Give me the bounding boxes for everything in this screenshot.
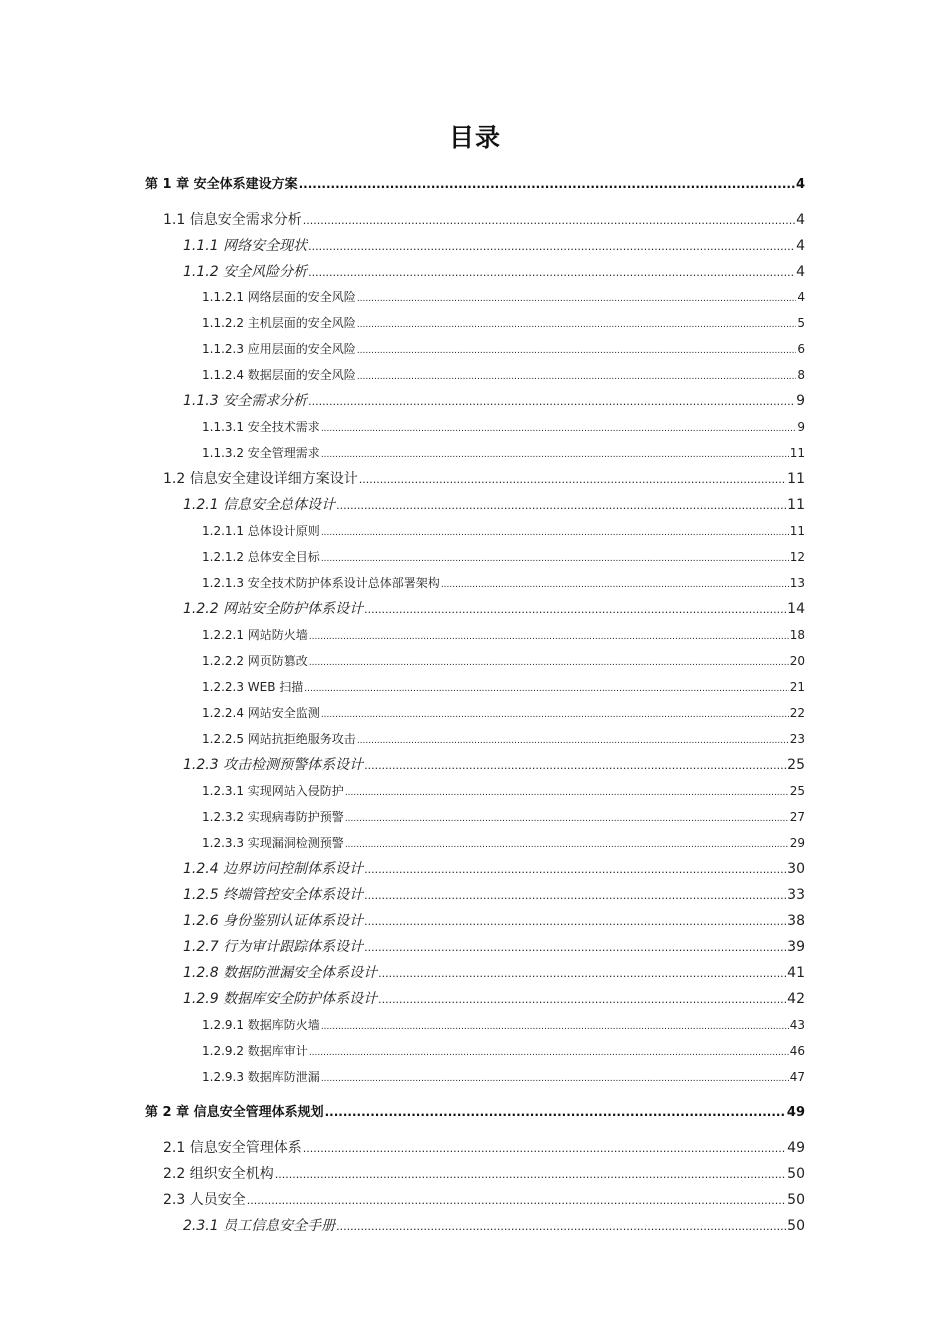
toc-entry-label: 1.1.2.3 应用层面的安全风险 (202, 342, 356, 356)
toc-leader-dots (247, 1191, 786, 1211)
toc-entry-label: 1.2.1.2 总体安全目标 (202, 550, 320, 564)
toc-page-number: 9 (797, 420, 805, 434)
toc-entry-subsection[interactable] (183, 495, 805, 515)
toc-page-number: 50 (787, 1166, 805, 1182)
toc-entry-item[interactable] (202, 1015, 805, 1035)
toc-page-number: 4 (795, 177, 805, 192)
toc-leader-dots (364, 912, 786, 932)
toc-page-number: 30 (787, 861, 805, 877)
toc-entry-item[interactable] (202, 339, 805, 359)
toc-page-number: 21 (789, 680, 805, 694)
toc-page-number: 4 (796, 238, 805, 254)
toc-entry-chapter[interactable] (145, 1102, 805, 1122)
toc-page-number: 14 (787, 601, 805, 617)
toc-leader-dots (378, 964, 786, 984)
toc-entry-label: 1.2.2.1 网站防火墙 (202, 628, 308, 642)
toc-page-number: 25 (787, 757, 805, 773)
toc-leader-dots (441, 575, 789, 595)
toc-page-number: 4 (796, 264, 805, 280)
toc-entry-label: 第 1 章 安全体系建设方案 (145, 177, 298, 192)
toc-leader-dots (378, 990, 786, 1010)
toc-leader-dots (345, 783, 789, 803)
toc-entry-item[interactable] (202, 443, 805, 463)
toc-leader-dots (364, 600, 786, 620)
toc-entry-section[interactable] (163, 1190, 805, 1210)
toc-page-number: 50 (787, 1218, 805, 1234)
toc-entry-label: 1.2.2.4 网站安全监测 (202, 706, 320, 720)
toc-leader-dots (357, 289, 797, 309)
toc-page-number: 47 (789, 1070, 805, 1084)
toc-entry-item[interactable] (202, 573, 805, 593)
toc-leader-dots (309, 1043, 789, 1063)
toc-leader-dots (364, 860, 786, 880)
toc-entry-label: 1.2.2.3 WEB 扫描 (202, 680, 304, 694)
toc-entry-label: 2.3 人员安全 (163, 1192, 246, 1208)
toc-page-number: 12 (789, 550, 805, 564)
toc-page-number: 38 (787, 913, 805, 929)
toc-entry-label: 1.1.2.4 数据层面的安全风险 (202, 368, 356, 382)
toc-entry-label: 1.2 信息安全建设详细方案设计 (163, 471, 358, 487)
toc-entry-item[interactable] (202, 417, 805, 437)
toc-entry-label: 2.3.1 员工信息安全手册 (183, 1218, 336, 1234)
toc-leader-dots (345, 809, 789, 829)
toc-page-number: 42 (787, 991, 805, 1007)
toc-entry-item[interactable] (202, 521, 805, 541)
toc-leader-dots (364, 938, 786, 958)
toc-entry-label: 1.2.3.2 实现病毒防护预警 (202, 810, 344, 824)
toc-leader-dots (336, 496, 786, 516)
toc-leader-dots (364, 756, 786, 776)
toc-entry-label: 1.2.5 终端管控安全体系设计 (183, 887, 364, 903)
toc-title: 目录 (448, 123, 501, 152)
toc-entry-subsection[interactable] (183, 755, 805, 775)
toc-entry-label: 1.1.2 安全风险分析 (183, 264, 308, 280)
toc-entry-subsection[interactable] (183, 885, 805, 905)
toc-entry-label: 2.2 组织安全机构 (163, 1166, 274, 1182)
toc-entry-label: 1.2.2 网站安全防护体系设计 (183, 601, 364, 617)
toc-leader-dots (321, 549, 789, 569)
toc-leader-dots (345, 835, 789, 855)
toc-leader-dots (321, 705, 789, 725)
toc-entry-label: 1.2.2.2 网页防篡改 (202, 654, 308, 668)
toc-page-number: 13 (789, 576, 805, 590)
toc-entry-subsection[interactable] (183, 989, 805, 1009)
toc-leader-dots (308, 237, 795, 257)
toc-entry-label: 1.2.8 数据防泄漏安全体系设计 (183, 965, 378, 981)
toc-entry-chapter[interactable] (145, 174, 805, 194)
toc-entry-label: 1.1 信息安全需求分析 (163, 212, 302, 228)
toc-entry-item[interactable] (202, 365, 805, 385)
toc-entry-label: 1.2.9.2 数据库审计 (202, 1044, 308, 1058)
toc-page-number: 11 (787, 471, 805, 487)
toc-entry-item[interactable] (202, 729, 805, 749)
toc-leader-dots (303, 211, 795, 231)
toc-page-number: 46 (789, 1044, 805, 1058)
toc-entry-section[interactable] (163, 469, 805, 489)
toc-page-number: 49 (787, 1140, 805, 1156)
toc-page-number: 11 (787, 497, 805, 513)
toc-leader-dots (321, 445, 789, 465)
toc-page-number: 4 (797, 290, 805, 304)
toc-entry-subsection[interactable] (183, 262, 805, 282)
toc-entry-label: 1.1.3 安全需求分析 (183, 393, 308, 409)
toc-entry-label: 1.2.7 行为审计跟踪体系设计 (183, 939, 364, 955)
toc-page-number: 43 (789, 1018, 805, 1032)
toc-entry-label: 1.1.2.1 网络层面的安全风险 (202, 290, 356, 304)
toc-page-number: 50 (787, 1192, 805, 1208)
toc-entry-subsection[interactable] (183, 391, 805, 411)
toc-entry-item[interactable] (202, 1041, 805, 1061)
toc-entry-item[interactable] (202, 1067, 805, 1087)
toc-leader-dots (364, 886, 786, 906)
toc-entry-label: 1.1.3.1 安全技术需求 (202, 420, 320, 434)
toc-page-number: 8 (797, 368, 805, 382)
toc-leader-dots (321, 523, 789, 543)
toc-page-number: 11 (789, 446, 805, 460)
toc-page-number: 25 (789, 784, 805, 798)
toc-entry-item[interactable] (202, 287, 805, 307)
toc-entry-item[interactable] (202, 833, 805, 853)
toc-leader-dots (321, 1069, 789, 1089)
toc-entry-item[interactable] (202, 703, 805, 723)
toc-entry-label: 1.2.1 信息安全总体设计 (183, 497, 336, 513)
toc-leader-dots (309, 653, 789, 673)
toc-entry-section[interactable] (163, 210, 805, 230)
toc-entry-section[interactable] (163, 1138, 805, 1158)
toc-page-number: 18 (789, 628, 805, 642)
toc-leader-dots (357, 315, 797, 335)
toc-entry-item[interactable] (202, 625, 805, 645)
toc-page-number: 4 (796, 212, 805, 228)
toc-page-number: 9 (796, 393, 805, 409)
toc-leader-dots (309, 627, 789, 647)
toc-entry-subsection[interactable] (183, 859, 805, 879)
toc-entry-item[interactable] (202, 677, 805, 697)
toc-page-number: 5 (797, 316, 805, 330)
toc-leader-dots (336, 1217, 786, 1237)
toc-entry-label: 1.2.9.1 数据库防火墙 (202, 1018, 320, 1032)
toc-page-number: 41 (787, 965, 805, 981)
toc-leader-dots (304, 679, 788, 699)
toc-entry-subsection[interactable] (183, 963, 805, 983)
toc-entry-subsection[interactable] (183, 1216, 805, 1236)
toc-entry-subsection[interactable] (183, 599, 805, 619)
toc-leader-dots (357, 731, 789, 751)
toc-entry-label: 1.1.2.2 主机层面的安全风险 (202, 316, 356, 330)
toc-entry-subsection[interactable] (183, 937, 805, 957)
toc-entry-label: 1.2.3 攻击检测预警体系设计 (183, 757, 364, 773)
toc-leader-dots (308, 392, 795, 412)
toc-entry-item[interactable] (202, 781, 805, 801)
toc-entry-label: 1.2.1.1 总体设计原则 (202, 524, 320, 538)
toc-entry-label: 1.2.2.5 网站抗拒绝服务攻击 (202, 732, 356, 746)
toc-entry-label: 1.1.3.2 安全管理需求 (202, 446, 320, 460)
toc-leader-dots (321, 1017, 789, 1037)
toc-page-number: 27 (789, 810, 805, 824)
toc-entry-section[interactable] (163, 1164, 805, 1184)
toc-entry-label: 2.1 信息安全管理体系 (163, 1140, 302, 1156)
toc-page-number: 33 (787, 887, 805, 903)
toc-page-number: 6 (797, 342, 805, 356)
toc-page-number: 29 (789, 836, 805, 850)
toc-entry-label: 1.1.1 网络安全现状 (183, 238, 308, 254)
toc-page-number: 22 (789, 706, 805, 720)
toc-entry-label: 1.2.4 边界访问控制体系设计 (183, 861, 364, 877)
toc-leader-dots (325, 1102, 786, 1122)
toc-leader-dots (303, 1139, 786, 1159)
toc-page-number: 20 (789, 654, 805, 668)
toc-leader-dots (357, 367, 797, 387)
toc-leader-dots (299, 174, 795, 194)
toc-entry-label: 1.2.3.1 实现网站入侵防护 (202, 784, 344, 798)
toc-entry-label: 1.2.1.3 安全技术防护体系设计总体部署架构 (202, 576, 440, 590)
toc-entry-subsection[interactable] (183, 236, 805, 256)
toc-leader-dots (321, 419, 797, 439)
toc-leader-dots (359, 470, 786, 490)
toc-entry-item[interactable] (202, 547, 805, 567)
toc-entry-label: 1.2.9 数据库安全防护体系设计 (183, 991, 378, 1007)
toc-entry-item[interactable] (202, 807, 805, 827)
toc-entry-subsection[interactable] (183, 911, 805, 931)
toc-entry-item[interactable] (202, 313, 805, 333)
toc-entry-item[interactable] (202, 651, 805, 671)
toc-entry-label: 1.2.3.3 实现漏洞检测预警 (202, 836, 344, 850)
toc-entry-label: 第 2 章 信息安全管理体系规划 (145, 1105, 324, 1120)
toc-entry-label: 1.2.6 身份鉴别认证体系设计 (183, 913, 364, 929)
toc-entry-label: 1.2.9.3 数据库防泄漏 (202, 1070, 320, 1084)
toc-leader-dots (357, 341, 797, 361)
toc-page-number: 23 (789, 732, 805, 746)
toc-page-number: 49 (786, 1105, 805, 1120)
toc-leader-dots (308, 263, 795, 283)
toc-leader-dots (275, 1165, 786, 1185)
toc-page-number: 11 (789, 524, 805, 538)
toc-page-number: 39 (787, 939, 805, 955)
